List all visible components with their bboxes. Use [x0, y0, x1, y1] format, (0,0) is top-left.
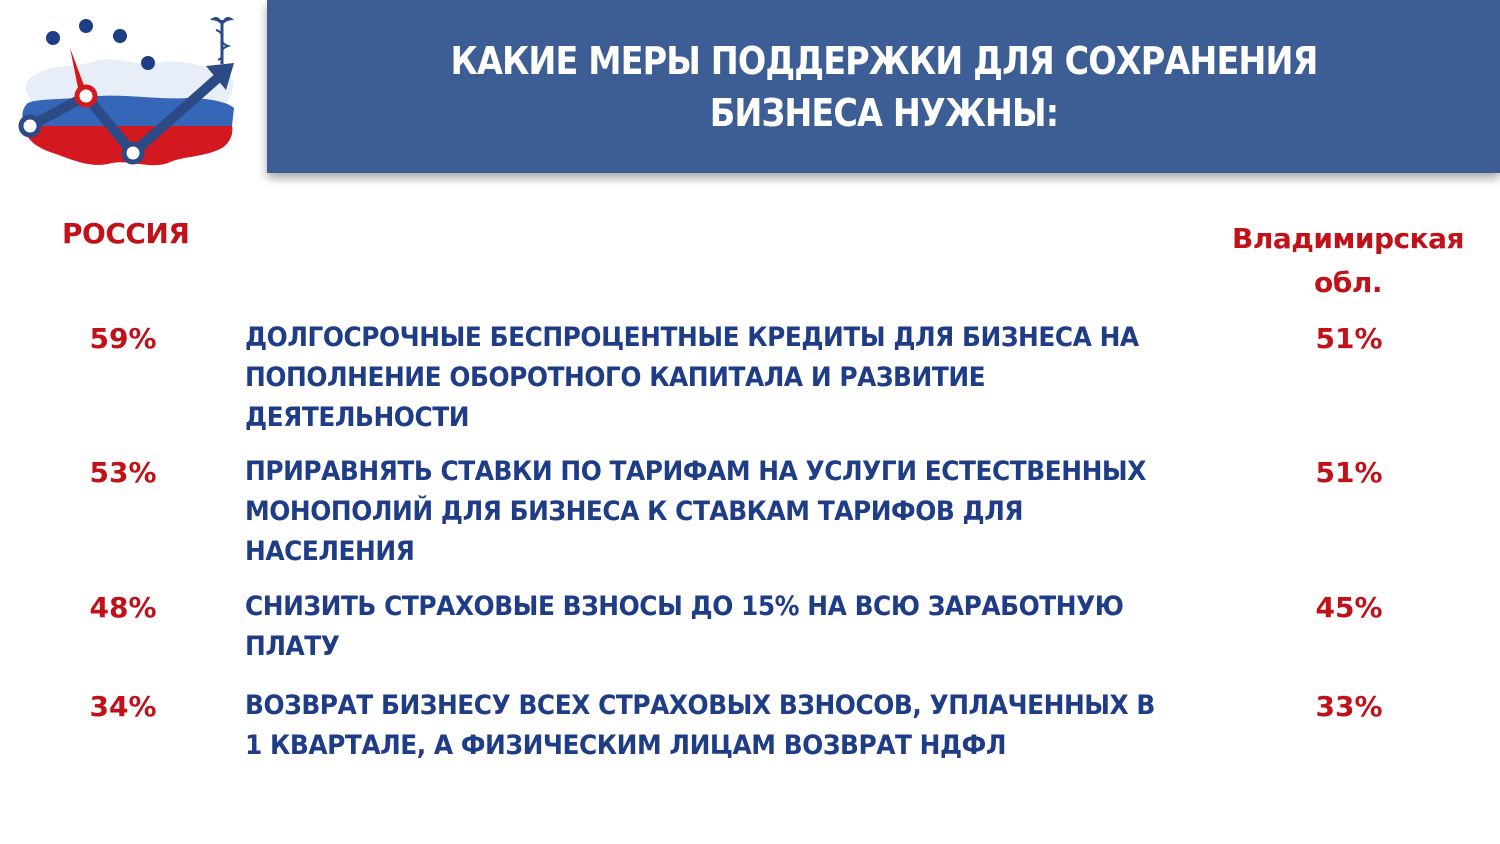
column-heading-region: Владимирская обл.	[1232, 222, 1464, 299]
russia-percent: 48%	[89, 591, 157, 624]
region-percent: 51%	[1315, 322, 1383, 355]
measure-text: СНИЗИТЬ СТРАХОВЫЕ ВЗНОСЫ ДО 15% НА ВСЮ ЗАРАБОТНУЮ ПЛАТУ	[245, 591, 1124, 662]
russia-percent: 34%	[89, 690, 157, 723]
region-percent: 45%	[1315, 591, 1383, 624]
measure-text: ВОЗВРАТ БИЗНЕСУ ВСЕХ СТРАХОВЫХ ВЗНОСОВ, УПЛАЧЕННЫХ В 1 КВАРТАЛЕ, А ФИЗИЧЕСКИМ ЛИЦАМ ВОЗВРАТ НДФЛ	[245, 690, 1155, 761]
title-banner	[267, 0, 1500, 173]
column-heading-russia: РОССИЯ	[62, 217, 190, 250]
measure-text: ДОЛГОСРОЧНЫЕ БЕСПРОЦЕНТНЫЕ КРЕДИТЫ ДЛЯ БИЗНЕСА НА ПОПОЛНЕНИЕ ОБОРОТНОГО КАПИТАЛА И РАЗВИТИЕ ДЕЯТЕЛЬНОСТИ	[245, 322, 1139, 433]
region-percent: 51%	[1315, 456, 1383, 489]
region-percent: 33%	[1315, 690, 1383, 723]
caduceus-icon	[210, 17, 234, 64]
russia-percent: 59%	[89, 322, 157, 355]
russia-percent: 53%	[89, 456, 157, 489]
russia-map-logo-icon	[8, 8, 260, 178]
measure-text: ПРИРАВНЯТЬ СТАВКИ ПО ТАРИФАМ НА УСЛУГИ ЕСТЕСТВЕННЫХ МОНОПОЛИЙ ДЛЯ БИЗНЕСА К СТАВКАМ ТАРИФОВ ДЛЯ НАСЕЛЕНИЯ	[245, 456, 1146, 567]
page-title: КАКИЕ МЕРЫ ПОДДЕРЖКИ ДЛЯ СОХРАНЕНИЯ БИЗНЕСА НУЖНЫ:	[449, 38, 1317, 135]
